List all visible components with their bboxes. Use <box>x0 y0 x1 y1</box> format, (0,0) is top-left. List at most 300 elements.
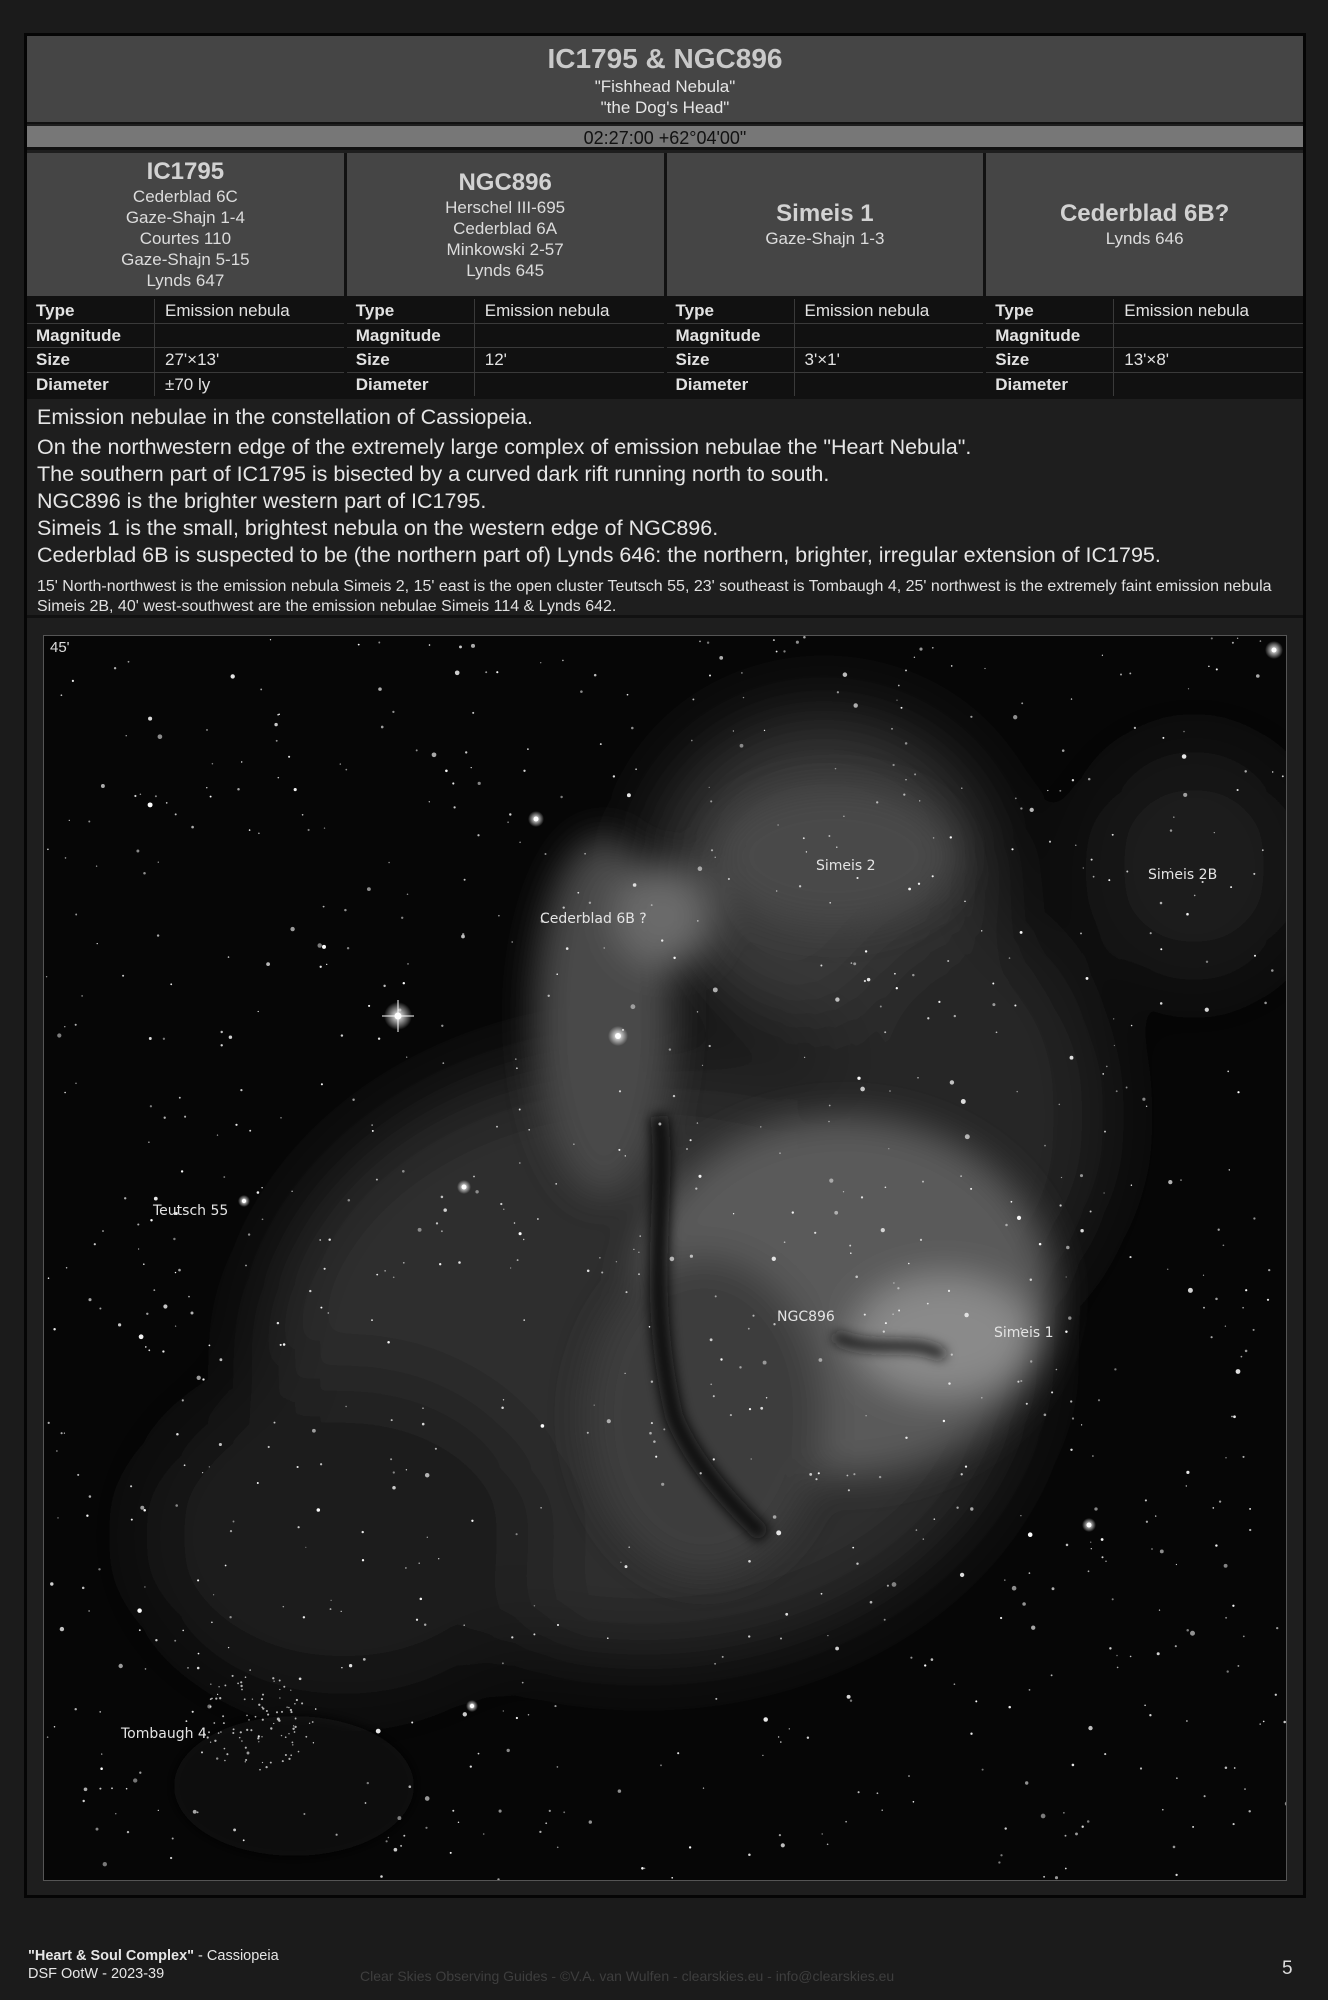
star <box>258 1704 260 1706</box>
star <box>458 1822 459 1823</box>
star <box>1160 1549 1164 1553</box>
star <box>166 802 168 804</box>
star <box>371 1319 373 1321</box>
star <box>670 1257 675 1262</box>
prop-key: Magnitude <box>667 324 795 348</box>
star <box>436 1222 438 1224</box>
star <box>217 1134 218 1135</box>
star <box>698 1175 701 1178</box>
star <box>279 1689 280 1690</box>
star <box>916 1529 918 1531</box>
star <box>424 1623 426 1625</box>
star <box>809 1473 812 1476</box>
star <box>562 660 564 662</box>
star <box>405 1567 406 1568</box>
star <box>88 1298 91 1301</box>
star <box>1066 1276 1067 1277</box>
star <box>760 1126 761 1127</box>
star <box>860 1087 865 1092</box>
star <box>127 1831 129 1833</box>
star <box>77 1474 79 1476</box>
star <box>843 816 845 818</box>
star <box>1144 1704 1146 1706</box>
star <box>283 1343 286 1346</box>
star <box>452 782 454 784</box>
star <box>101 784 105 788</box>
star <box>625 1291 627 1293</box>
star <box>99 1711 101 1713</box>
star <box>1146 1521 1148 1523</box>
star <box>807 1736 809 1738</box>
star <box>292 1728 294 1730</box>
prop-row <box>986 299 1303 324</box>
star <box>1065 1331 1067 1333</box>
star <box>534 1605 535 1606</box>
prop-row <box>667 373 984 398</box>
star <box>1043 1876 1045 1878</box>
star <box>1005 1224 1008 1227</box>
star <box>548 995 550 997</box>
star <box>210 1742 211 1743</box>
star <box>219 1358 222 1361</box>
star <box>367 1782 369 1784</box>
object-name: NGC896 <box>458 168 552 196</box>
props-simeis1 <box>667 299 987 396</box>
star <box>897 1287 899 1289</box>
star <box>326 964 327 965</box>
label-ngc896: NGC896 <box>777 1309 835 1325</box>
prop-key: Size <box>986 348 1114 372</box>
star <box>920 1239 922 1241</box>
star <box>996 1031 998 1033</box>
star <box>298 1751 300 1753</box>
star <box>403 982 405 984</box>
star <box>1215 1544 1217 1546</box>
star <box>932 875 934 877</box>
star <box>600 743 602 745</box>
star <box>1025 1781 1028 1784</box>
star <box>698 866 703 871</box>
star <box>372 1130 374 1132</box>
star <box>47 848 49 850</box>
prop-value <box>795 373 984 397</box>
star <box>443 1208 447 1212</box>
star <box>1047 790 1048 791</box>
prop-key: Size <box>347 348 475 372</box>
prop-row <box>347 324 664 349</box>
star <box>1011 1201 1013 1203</box>
star <box>258 832 260 834</box>
star <box>407 894 409 896</box>
star <box>400 1845 402 1847</box>
star <box>435 1448 437 1450</box>
star <box>232 1675 234 1677</box>
star <box>441 1230 443 1232</box>
star <box>240 1685 242 1687</box>
star <box>819 1358 823 1362</box>
star <box>362 1531 364 1533</box>
star <box>1070 1056 1074 1060</box>
star <box>197 1579 199 1581</box>
star <box>128 661 130 663</box>
star <box>75 914 77 916</box>
star <box>1031 1626 1035 1630</box>
prop-row <box>986 373 1303 398</box>
star <box>905 742 908 745</box>
star <box>291 1191 292 1192</box>
star <box>219 1443 222 1446</box>
star <box>393 1471 395 1473</box>
star <box>1267 1299 1269 1301</box>
star <box>748 1854 751 1857</box>
field-of-view: 45' <box>50 639 70 656</box>
star <box>1029 1689 1031 1691</box>
label-simeis2b: Simeis 2B <box>1148 867 1218 883</box>
star <box>320 966 322 968</box>
star <box>184 1464 186 1466</box>
star <box>96 1828 99 1831</box>
star <box>347 947 349 949</box>
star <box>463 1712 467 1716</box>
star <box>503 1399 504 1400</box>
star <box>259 1769 261 1771</box>
star <box>212 763 214 765</box>
star <box>956 1507 958 1509</box>
star <box>478 1753 480 1755</box>
star <box>442 1062 444 1064</box>
star <box>308 829 310 831</box>
star <box>88 1610 89 1611</box>
star <box>262 1707 264 1709</box>
star <box>262 1694 264 1696</box>
star <box>927 1303 929 1305</box>
star <box>282 1760 284 1762</box>
star <box>849 1245 851 1247</box>
star <box>313 1742 314 1743</box>
star <box>1283 1721 1286 1724</box>
star <box>222 1715 224 1717</box>
star <box>649 1432 652 1435</box>
star <box>1129 1256 1131 1258</box>
star <box>294 1703 296 1705</box>
star <box>284 1880 285 1881</box>
star <box>625 1155 626 1156</box>
star <box>1120 674 1122 676</box>
prop-value <box>795 324 984 348</box>
star <box>1094 1507 1097 1510</box>
star <box>533 1633 535 1635</box>
star <box>843 672 848 677</box>
star <box>53 1328 55 1330</box>
star <box>1175 1645 1177 1647</box>
star <box>66 1267 68 1269</box>
star <box>262 1719 264 1721</box>
star <box>478 782 481 785</box>
star <box>257 1482 259 1484</box>
star <box>81 995 83 997</box>
star <box>1231 1416 1233 1418</box>
star <box>1059 1204 1061 1206</box>
star <box>341 1611 342 1612</box>
prop-key: Magnitude <box>347 324 475 348</box>
star <box>1190 1631 1195 1636</box>
star <box>246 1715 248 1717</box>
star <box>961 788 962 789</box>
star <box>164 1117 166 1119</box>
star <box>846 1475 848 1477</box>
star <box>661 1483 664 1486</box>
star <box>462 933 464 935</box>
star <box>276 1711 278 1713</box>
star <box>245 1759 247 1761</box>
star <box>876 801 878 803</box>
star <box>892 1582 897 1587</box>
prop-row <box>667 324 984 349</box>
star <box>1083 867 1084 868</box>
star <box>103 1862 107 1866</box>
star <box>257 1191 260 1194</box>
star <box>934 1518 936 1520</box>
star <box>749 1408 751 1410</box>
star <box>133 1778 137 1782</box>
star <box>473 1176 475 1178</box>
star <box>828 835 830 837</box>
star <box>1173 1846 1176 1849</box>
star <box>631 1004 636 1009</box>
star <box>528 1129 530 1131</box>
star <box>288 1707 290 1709</box>
star <box>739 1366 741 1368</box>
star <box>649 1326 651 1328</box>
star <box>146 1313 148 1315</box>
star <box>441 1196 444 1199</box>
description-line: NGC896 is the brighter western part of IC1795. <box>37 489 487 513</box>
star <box>540 662 541 663</box>
star <box>1188 1288 1193 1293</box>
star <box>1182 754 1187 759</box>
star <box>244 1698 246 1700</box>
star <box>1108 879 1110 881</box>
star <box>1233 1415 1236 1418</box>
star <box>748 1560 751 1563</box>
star <box>773 1515 777 1519</box>
star <box>1126 1087 1128 1089</box>
star <box>225 1565 227 1567</box>
label-teutsch55: Teutsch 55 <box>153 1203 229 1219</box>
star <box>255 1716 257 1718</box>
star <box>197 1667 200 1670</box>
star <box>954 1015 956 1017</box>
star <box>1013 715 1017 719</box>
star <box>627 694 629 696</box>
star <box>1008 1706 1011 1709</box>
star <box>1015 798 1017 800</box>
star <box>560 796 562 798</box>
star <box>1106 1066 1108 1068</box>
star <box>709 787 710 788</box>
star <box>914 773 916 775</box>
star <box>139 1772 141 1774</box>
star <box>1070 1400 1072 1402</box>
star <box>124 1197 126 1199</box>
star <box>60 1627 64 1631</box>
star <box>427 1537 428 1538</box>
star <box>905 1437 907 1439</box>
star <box>539 1831 541 1833</box>
object-cederblad6b <box>986 153 1303 296</box>
star <box>917 1077 919 1079</box>
star <box>651 904 653 906</box>
star <box>143 872 146 875</box>
star <box>1176 1777 1178 1779</box>
star <box>273 1723 274 1724</box>
star <box>661 939 663 941</box>
star <box>1000 1854 1002 1856</box>
star <box>1012 1586 1017 1591</box>
star <box>191 826 194 829</box>
star <box>270 1727 272 1729</box>
star <box>764 730 765 731</box>
star <box>1211 637 1213 639</box>
star <box>1248 1810 1250 1812</box>
star <box>1242 1456 1244 1458</box>
star <box>321 1083 323 1085</box>
star <box>627 793 631 797</box>
star <box>425 1473 430 1478</box>
star <box>57 1033 61 1037</box>
star <box>1140 1767 1142 1769</box>
star <box>1131 1025 1133 1027</box>
star <box>328 1238 330 1240</box>
star <box>1020 807 1022 809</box>
star <box>554 1705 556 1707</box>
star <box>220 1731 222 1733</box>
star <box>1192 1826 1194 1828</box>
star <box>1173 816 1175 818</box>
star <box>555 1183 557 1185</box>
star <box>229 1616 231 1618</box>
prop-row <box>347 348 664 373</box>
star <box>1236 1371 1238 1373</box>
star <box>1112 834 1114 836</box>
prop-row <box>347 373 664 398</box>
star <box>198 1653 200 1655</box>
props-cederblad6b <box>986 299 1303 396</box>
star <box>827 1635 828 1636</box>
prop-key: Size <box>667 348 795 372</box>
star <box>1186 913 1189 916</box>
description-line: Emission nebulae in the constellation of Cassiopeia. <box>37 405 533 429</box>
star <box>261 1187 262 1188</box>
star <box>286 1707 287 1708</box>
star <box>784 1241 786 1243</box>
star <box>861 1196 863 1198</box>
star <box>998 1861 1000 1863</box>
prop-key: Diameter <box>27 373 155 397</box>
star <box>384 1270 385 1271</box>
star <box>1022 1602 1026 1606</box>
star <box>519 841 521 843</box>
star <box>1101 1556 1103 1558</box>
star <box>111 1787 113 1789</box>
star <box>528 1714 530 1716</box>
object-alias: Minkowski 2-57 <box>446 239 564 259</box>
star <box>390 1458 392 1460</box>
star <box>796 641 799 644</box>
star <box>905 779 906 780</box>
star <box>1146 1106 1147 1107</box>
star <box>1243 1636 1245 1638</box>
star <box>496 1126 498 1128</box>
star <box>752 1315 754 1317</box>
prop-value: Emission nebula <box>1124 301 1249 320</box>
star <box>425 1827 427 1829</box>
star <box>1276 1627 1278 1629</box>
astro-photo <box>43 635 1287 1881</box>
star <box>1188 688 1189 689</box>
star <box>48 1422 50 1424</box>
star <box>789 1728 790 1729</box>
star <box>639 1235 640 1236</box>
star <box>1021 702 1023 704</box>
star <box>686 1148 688 1150</box>
star <box>695 1187 697 1189</box>
star <box>851 962 853 964</box>
star <box>288 1733 289 1734</box>
star <box>970 1188 972 1190</box>
star <box>155 795 157 797</box>
star <box>292 1742 294 1744</box>
prop-value <box>155 324 344 348</box>
star <box>1020 1380 1022 1382</box>
star <box>185 1720 187 1722</box>
star <box>1102 1073 1104 1075</box>
star <box>1219 1500 1221 1502</box>
prop-value: Emission nebula <box>165 301 290 320</box>
star <box>1245 1289 1247 1291</box>
star <box>402 1170 405 1173</box>
star <box>61 1432 63 1434</box>
star <box>1020 1515 1021 1516</box>
star <box>644 1867 646 1869</box>
star <box>1249 1529 1251 1531</box>
star <box>908 1263 910 1265</box>
star <box>381 726 384 729</box>
star <box>1237 1665 1239 1667</box>
star <box>239 1737 241 1739</box>
star <box>145 1346 147 1348</box>
star <box>363 1658 366 1661</box>
star <box>213 1594 214 1595</box>
star <box>115 1813 116 1814</box>
star <box>815 1478 817 1480</box>
star <box>1155 1515 1156 1516</box>
star <box>1159 1609 1160 1610</box>
star <box>523 1239 524 1240</box>
star <box>927 1017 929 1019</box>
prop-row <box>27 324 344 349</box>
star <box>403 1835 405 1837</box>
star <box>1256 674 1260 678</box>
prop-row <box>667 348 984 373</box>
star <box>249 1669 251 1671</box>
star <box>1087 1820 1090 1823</box>
star <box>829 1105 831 1107</box>
star <box>150 1219 152 1221</box>
star <box>910 1657 912 1659</box>
star <box>964 901 965 902</box>
star <box>671 1877 673 1879</box>
